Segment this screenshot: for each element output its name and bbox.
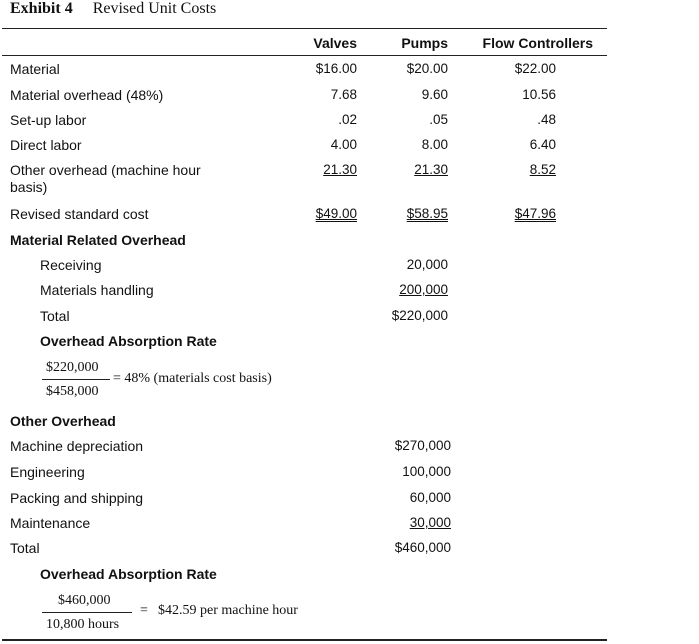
row-label-other-overhead-line2: basis) (10, 179, 48, 195)
oo-denominator: 10,800 hours (46, 617, 120, 632)
material-overhead-heading: Material Related Overhead (10, 232, 186, 248)
row-label-other-overhead-line1: Other overhead (machine hour (10, 162, 201, 178)
cell-matoh-pumps: 9.60 (421, 87, 448, 102)
cell-material-valves: $16.00 (315, 61, 357, 76)
cell-otheroh-valves-wrap (250, 162, 357, 178)
cell-revised-valves-wrap (250, 206, 357, 222)
top-rule (2, 28, 607, 29)
cell-setup-valves: .02 (338, 112, 357, 127)
oo-value-engineering: 100,000 (402, 464, 451, 479)
oo-rate-result: $42.59 per machine hour (158, 603, 298, 618)
column-header-flow-controllers: Flow Controllers (482, 35, 593, 51)
row-label-revised-standard-cost: Revised standard cost (10, 206, 149, 222)
mo-label-materials-handling: Materials handling (40, 282, 154, 298)
cell-revised-flow: $47.96 (514, 206, 556, 221)
mo-fraction-bar (42, 379, 110, 380)
oo-label-packing-shipping: Packing and shipping (10, 490, 144, 506)
cell-setup-pumps: .05 (429, 112, 448, 127)
oo-value-maintenance-wrap (363, 515, 451, 531)
cell-otheroh-flow-wrap (460, 162, 556, 178)
oo-fraction-bar (42, 612, 132, 613)
oo-label-maintenance: Maintenance (10, 515, 91, 531)
cell-revised-flow-wrap (460, 206, 556, 222)
cell-otheroh-pumps-wrap (360, 162, 448, 178)
cell-revised-pumps-wrap (360, 206, 448, 222)
cell-direct-flow: 6.40 (529, 137, 556, 152)
bottom-rule (2, 639, 607, 641)
row-label-setup-labor: Set-up labor (10, 112, 87, 128)
cell-revised-valves: $49.00 (315, 206, 357, 221)
oo-label-total: Total (10, 540, 40, 556)
cell-otheroh-valves: 21.30 (323, 162, 357, 177)
exhibit-heading (10, 0, 216, 18)
mo-value-materials-handling: 200,000 (399, 282, 448, 297)
row-label-material-overhead: Material overhead (48%) (10, 87, 164, 103)
cell-setup-flow: .48 (537, 112, 556, 127)
row-label-direct-labor: Direct labor (10, 137, 82, 153)
mo-numerator: $220,000 (46, 360, 99, 375)
column-header-valves: Valves (313, 35, 357, 51)
oo-value-packing-shipping: 60,000 (409, 490, 451, 505)
exhibit-number: Exhibit 4 (10, 0, 73, 17)
cell-material-flow: $22.00 (514, 61, 556, 76)
header-rule (2, 55, 607, 56)
cell-direct-valves: 4.00 (330, 137, 357, 152)
other-overhead-heading: Other Overhead (10, 413, 116, 429)
cell-matoh-flow: 10.56 (522, 87, 556, 102)
oo-value-total: $460,000 (394, 540, 451, 555)
mo-value-receiving: 20,000 (406, 257, 448, 272)
mo-rate-heading: Overhead Absorption Rate (40, 333, 217, 349)
mo-rate-result: = 48% (materials cost basis) (113, 371, 272, 386)
mo-denominator: $458,000 (46, 384, 99, 399)
cell-otheroh-flow: 8.52 (529, 162, 556, 177)
cell-otheroh-pumps: 21.30 (414, 162, 448, 177)
column-header-pumps: Pumps (401, 35, 448, 51)
cell-material-pumps: $20.00 (406, 61, 448, 76)
row-label-material: Material (10, 61, 60, 77)
cell-revised-pumps: $58.95 (406, 206, 448, 221)
oo-value-machine-depreciation: $270,000 (394, 438, 451, 453)
oo-label-machine-depreciation: Machine depreciation (10, 438, 144, 454)
cell-direct-pumps: 8.00 (421, 137, 448, 152)
mo-label-receiving: Receiving (40, 257, 102, 273)
exhibit-title: Revised Unit Costs (92, 0, 217, 17)
oo-equals: = (140, 603, 148, 618)
oo-label-engineering: Engineering (10, 464, 85, 480)
oo-rate-heading: Overhead Absorption Rate (40, 566, 217, 582)
mo-label-total: Total (40, 308, 70, 324)
cell-matoh-valves: 7.68 (330, 87, 357, 102)
mo-value-materials-handling-wrap (360, 282, 448, 298)
mo-value-total: $220,000 (391, 308, 448, 323)
oo-numerator: $460,000 (58, 593, 111, 608)
oo-value-maintenance: 30,000 (409, 515, 451, 530)
